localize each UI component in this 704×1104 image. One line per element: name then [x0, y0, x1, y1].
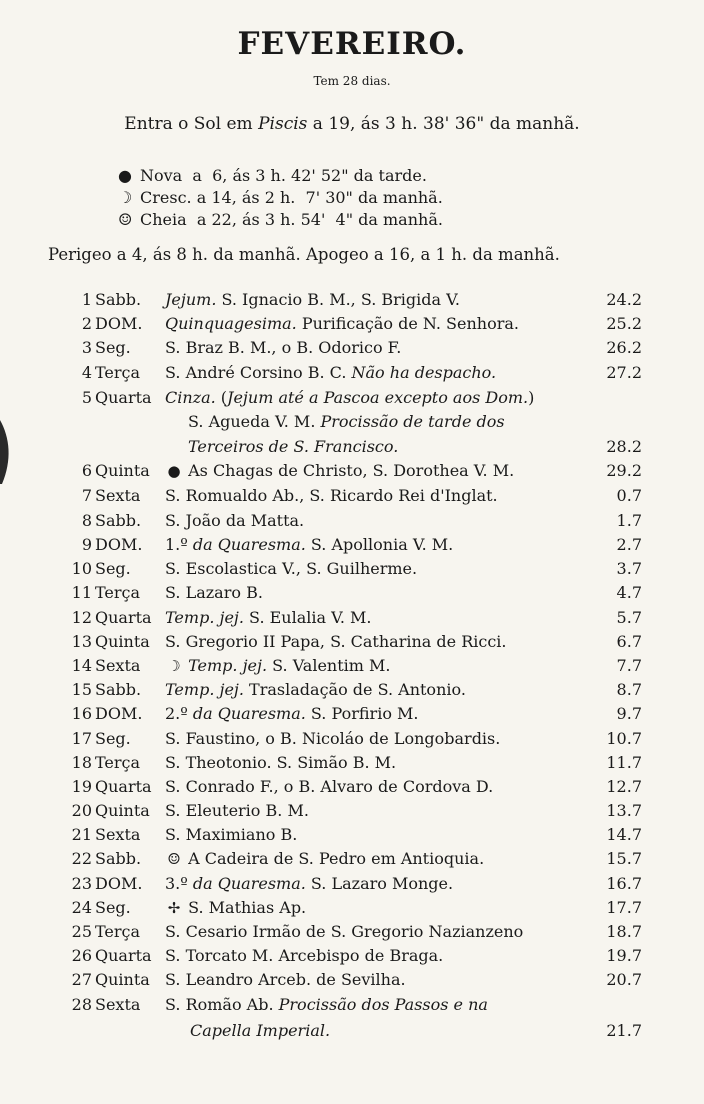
- table-row: [0, 777, 704, 802]
- table-row: [0, 583, 704, 608]
- entry-text: S. Romualdo Ab., S. Ricardo Rei d'Inglat.: [165, 486, 498, 505]
- moon-age: 3.7: [616, 559, 642, 578]
- moon-age: 17.7: [606, 898, 642, 917]
- entry-text: Temp. jej.: [165, 680, 244, 699]
- moon-phase-icon: ☽: [167, 657, 181, 675]
- entry-text: S. Porfirio M.: [305, 704, 419, 723]
- weekday: Quinta: [95, 461, 150, 480]
- feast-text: [165, 704, 419, 723]
- entry-text: 1.º: [165, 535, 193, 554]
- moon-age: 19.7: [606, 946, 642, 965]
- weekday: Sexta: [95, 486, 141, 505]
- weekday: Quarta: [95, 608, 152, 627]
- moon-age: 4.7: [616, 583, 642, 602]
- entry-text: Trasladação de S. Antonio.: [243, 680, 466, 699]
- entry-text: Purificação de N. Senhora.: [296, 314, 519, 333]
- moon-age: 25.2: [606, 314, 642, 333]
- day-number: 11: [71, 583, 92, 602]
- moon-age: 6.7: [616, 632, 642, 651]
- entry-text: da Quaresma.: [192, 874, 306, 893]
- entry-text: S. Eulalia V. M.: [243, 608, 372, 627]
- feast-text: [165, 314, 519, 333]
- weekday: Terça: [95, 753, 141, 772]
- table-row: [0, 608, 704, 633]
- weekday: Sabb.: [95, 290, 142, 309]
- day-number: 5: [81, 388, 92, 407]
- feast-text: [165, 898, 306, 917]
- weekday: Sexta: [95, 825, 141, 844]
- phase-new-moon: ● Nova a 6, ás 3 h. 42' 52" da tarde.: [118, 166, 427, 185]
- feast-text: [165, 753, 396, 772]
- feast-text: [165, 338, 401, 357]
- day-number: 2: [81, 314, 92, 333]
- table-row: [0, 922, 704, 947]
- moon-age: 0.7: [616, 486, 642, 505]
- moon-age: 8.7: [616, 680, 642, 699]
- perigee-apogee-line: Perigeo a 4, ás 8 h. da manhã. Apogeo a 16, a 1 h. da manhã.: [48, 245, 560, 264]
- entry-text: Temp. jej.: [188, 656, 268, 675]
- entry-text: da Quaresma.: [192, 704, 306, 723]
- weekday: Seg.: [95, 559, 131, 578]
- moon-age: 28.2: [606, 437, 642, 456]
- entry-text: Terceiros de S. Francisco.: [188, 437, 399, 456]
- table-row: [0, 656, 704, 681]
- entry-text: S. Valentim M.: [267, 656, 391, 675]
- feast-text: [165, 729, 500, 748]
- weekday: Terça: [95, 583, 141, 602]
- day-number: 8: [81, 511, 92, 530]
- feast-text: [165, 995, 488, 1014]
- entry-text: Capella Imperial.: [190, 1021, 331, 1040]
- feast-text: [165, 946, 443, 965]
- day-number: 17: [71, 729, 92, 748]
- entry-text: S. Conrado F., o B. Alvaro de Cordova D.: [165, 777, 494, 796]
- table-row: [0, 995, 704, 1020]
- continuation-line: [188, 437, 398, 456]
- moon-age: 12.7: [606, 777, 642, 796]
- feast-text: [165, 511, 304, 530]
- day-number: 9: [81, 535, 92, 554]
- day-number: 4: [81, 363, 92, 382]
- day-number: 12: [71, 608, 92, 627]
- day-number: 22: [71, 849, 92, 868]
- entry-text: S. Theotonio. S. Simão B. M.: [165, 753, 397, 772]
- moon-age: 16.7: [606, 874, 642, 893]
- entry-text: Jejum.: [165, 290, 217, 309]
- weekday: Terça: [95, 922, 141, 941]
- continuation-line: [188, 412, 505, 431]
- entry-text: S. Lazaro Monge.: [305, 874, 454, 893]
- entry-text: S. Maximiano B.: [165, 825, 298, 844]
- table-row: [0, 338, 704, 363]
- day-number: 19: [71, 777, 92, 796]
- table-row: [0, 461, 704, 486]
- moon-age: 21.7: [606, 1021, 642, 1040]
- entry-text: S. André Corsino B. C.: [165, 363, 352, 382]
- day-number: 13: [71, 632, 92, 651]
- weekday: Quinta: [95, 632, 150, 651]
- feast-text: [165, 632, 506, 651]
- entry-text: S. Ignacio B. M., S. Brigida V.: [216, 290, 460, 309]
- entry-text: S. Torcato M. Arcebispo de Braga.: [165, 946, 444, 965]
- table-row: [0, 729, 704, 754]
- day-number: 18: [71, 753, 92, 772]
- page-title: FEVEREIRO.: [237, 26, 467, 62]
- moon-phase-icon: ✢: [167, 899, 181, 917]
- weekday: Terça: [95, 363, 141, 382]
- entry-text: Procissão dos Passos e na: [278, 995, 488, 1014]
- entry-text: S. Eleuterio B. M.: [165, 801, 309, 820]
- entry-text: S. Romão Ab.: [165, 995, 279, 1014]
- feast-text: [165, 363, 496, 382]
- day-number: 6: [81, 461, 92, 480]
- table-row: [0, 801, 704, 826]
- day-number: 20: [71, 801, 92, 820]
- entry-text: Cinza.: [165, 388, 216, 407]
- entry-text: S. Braz B. M., o B. Odorico F.: [165, 338, 402, 357]
- day-number: 24: [71, 898, 92, 917]
- weekday: Sexta: [95, 995, 141, 1014]
- moon-age: 29.2: [606, 461, 642, 480]
- moon-age: 7.7: [616, 656, 642, 675]
- entry-text: ): [528, 388, 535, 407]
- table-row: [0, 970, 704, 995]
- days-count: Tem 28 dias.: [313, 74, 391, 88]
- day-number: 26: [71, 946, 92, 965]
- entry-text: S. Lazaro B.: [165, 583, 263, 602]
- feast-text: [165, 777, 493, 796]
- weekday: Seg.: [95, 729, 131, 748]
- feast-text: [165, 583, 263, 602]
- feast-text: [165, 970, 406, 989]
- feast-text: [165, 849, 484, 868]
- entry-text: Não ha despacho.: [351, 363, 497, 382]
- feast-text: [165, 680, 466, 699]
- moon-age: 14.7: [606, 825, 642, 844]
- weekday: Sabb.: [95, 680, 142, 699]
- feast-text: [165, 290, 460, 309]
- phase-first-quarter: ☽ Cresc. a 14, ás 2 h. 7' 30" da manhã.: [118, 188, 443, 207]
- weekday: Sexta: [95, 656, 141, 675]
- moon-age: 11.7: [606, 753, 642, 772]
- entry-text: Quinquagesima.: [165, 314, 297, 333]
- table-row: [0, 632, 704, 657]
- table-row: [0, 388, 704, 413]
- moon-phase-icon: ●: [167, 462, 181, 480]
- weekday: Quarta: [95, 777, 152, 796]
- day-number: 16: [71, 704, 92, 723]
- table-row: [0, 680, 704, 705]
- feast-text: [165, 922, 523, 941]
- day-number: 25: [71, 922, 92, 941]
- weekday: Quinta: [95, 970, 150, 989]
- day-number: 10: [71, 559, 92, 578]
- entry-text: 2.º: [165, 704, 193, 723]
- entry-text: S. Cesario Irmão de S. Gregorio Nazianzeno: [165, 922, 524, 941]
- feast-text: [165, 461, 514, 480]
- weekday: DOM.: [95, 874, 143, 893]
- entry-text: As Chagas de Christo, S. Dorothea V. M.: [183, 461, 515, 480]
- moon-age: 5.7: [616, 608, 642, 627]
- day-number: 15: [71, 680, 92, 699]
- moon-age: 10.7: [606, 729, 642, 748]
- weekday: Seg.: [95, 338, 131, 357]
- table-row: [0, 753, 704, 778]
- weekday: DOM.: [95, 704, 143, 723]
- entry-text: S. Apollonia V. M.: [305, 535, 454, 554]
- entry-text: (: [215, 388, 228, 407]
- moon-age: 27.2: [606, 363, 642, 382]
- feast-text: [165, 608, 372, 627]
- entry-text: S. João da Matta.: [165, 511, 305, 530]
- weekday: Sabb.: [95, 511, 142, 530]
- table-row: [0, 511, 704, 536]
- table-row: [0, 704, 704, 729]
- weekday: Quarta: [95, 388, 152, 407]
- moon-age: 24.2: [606, 290, 642, 309]
- weekday: DOM.: [95, 535, 143, 554]
- entry-text: S. Gregorio II Papa, S. Catharina de Ricci.: [165, 632, 507, 651]
- feast-text: [165, 535, 453, 554]
- moon-age: 1.7: [616, 511, 642, 530]
- entry-text: Temp. jej.: [165, 608, 244, 627]
- continuation-line: [190, 1021, 330, 1040]
- table-row: [0, 559, 704, 584]
- weekday: Quinta: [95, 801, 150, 820]
- entry-text: S. Mathias Ap.: [183, 898, 307, 917]
- table-row: [0, 314, 704, 339]
- phase-full-moon: ☺ Cheia a 22, ás 3 h. 54' 4" da manhã.: [118, 210, 443, 229]
- moon-age: 18.7: [606, 922, 642, 941]
- feast-text: [165, 559, 417, 578]
- day-number: 3: [81, 338, 92, 357]
- moon-phase-icon: ☺: [167, 850, 181, 868]
- day-number: 27: [71, 970, 92, 989]
- table-row: [0, 849, 704, 874]
- entry-text: A Cadeira de S. Pedro em Antioquia.: [183, 849, 485, 868]
- day-number: 14: [71, 656, 92, 675]
- feast-text: [165, 656, 391, 675]
- entry-text: Jejum até a Pascoa excepto aos Dom.: [227, 388, 529, 407]
- entry-text: S. Faustino, o B. Nicoláo de Longobardis.: [165, 729, 501, 748]
- table-row: [0, 290, 704, 315]
- moon-age: 9.7: [616, 704, 642, 723]
- weekday: Quarta: [95, 946, 152, 965]
- table-row: [0, 486, 704, 511]
- entry-text: S. Leandro Arceb. de Sevilha.: [165, 970, 406, 989]
- moon-age: 13.7: [606, 801, 642, 820]
- entry-text: da Quaresma.: [192, 535, 306, 554]
- table-row: [0, 946, 704, 971]
- table-row: [0, 898, 704, 923]
- moon-age: 2.7: [616, 535, 642, 554]
- full-moon-icon: ☺: [118, 210, 133, 229]
- feast-text: [165, 486, 498, 505]
- entry-text: 3.º: [165, 874, 193, 893]
- moon-age: 26.2: [606, 338, 642, 357]
- feast-text: [165, 801, 309, 820]
- moon-age: 20.7: [606, 970, 642, 989]
- table-row: [0, 825, 704, 850]
- day-number: 1: [81, 290, 92, 309]
- new-moon-icon: ●: [118, 166, 132, 185]
- entry-text: S. Agueda V. M.: [188, 412, 321, 431]
- feast-text: [165, 825, 297, 844]
- feast-text: [165, 874, 453, 893]
- day-number: 21: [71, 825, 92, 844]
- day-number: 7: [81, 486, 92, 505]
- weekday: Sabb.: [95, 849, 142, 868]
- entry-text: Procissão de tarde dos: [320, 412, 505, 431]
- moon-age: 15.7: [606, 849, 642, 868]
- day-number: 28: [71, 995, 92, 1014]
- entry-text: S. Escolastica V., S. Guilherme.: [165, 559, 418, 578]
- table-row: [0, 874, 704, 899]
- weekday: DOM.: [95, 314, 143, 333]
- day-number: 23: [71, 874, 92, 893]
- crescent-moon-icon: ☽: [118, 188, 133, 207]
- weekday: Seg.: [95, 898, 131, 917]
- feast-text: [165, 388, 534, 407]
- sun-entry-line: Entra o Sol em Piscis a 19, ás 3 h. 38' 36" da manhã.: [124, 114, 580, 134]
- table-row: [0, 535, 704, 560]
- table-row: [0, 363, 704, 388]
